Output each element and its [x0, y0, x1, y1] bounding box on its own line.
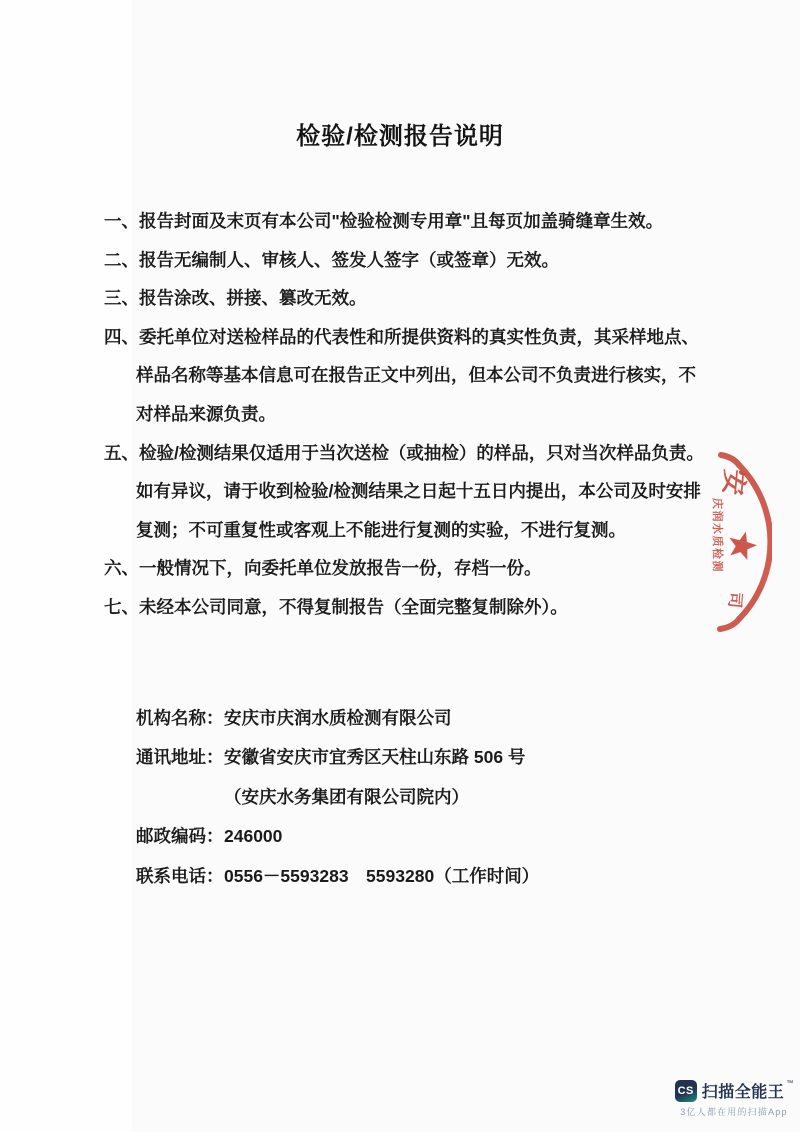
org-field-label: 机构名称： — [136, 708, 224, 728]
notice-item-line: 三、报告涂改、拼接、篡改无效。 — [104, 279, 754, 318]
seal-char-top: 安 — [718, 467, 751, 497]
org-field-label: 通讯地址： — [136, 747, 224, 768]
camscanner-logo-icon: CS — [675, 1080, 697, 1102]
notice-item-line: 四、委托单位对送检样品的代表性和所提供资料的真实性负责，其采样地点、 — [104, 318, 754, 357]
camscanner-watermark — [674, 1079, 794, 1118]
notice-item-marker: 四、 — [104, 326, 139, 347]
notice-item-marker: 五、 — [104, 442, 139, 463]
notice-list — [104, 202, 754, 627]
notice-item-marker: 三、 — [104, 288, 139, 309]
notice-item-line: 一、报告封面及末页有本公司"检验检测专用章"且每页加盖骑缝章生效。 — [104, 202, 754, 241]
org-info-line: 通讯地址：安徽省安庆市宜秀区天柱山东路 506 号 — [136, 738, 696, 777]
trademark-symbol: ™ — [786, 1080, 794, 1087]
seal-char-column: 庆润水质检测 — [711, 498, 723, 573]
org-info-block — [136, 699, 696, 896]
notice-item-line: 如有异议，请于收到检验/检测结果之日起十五日内提出，本公司及时安排 — [136, 481, 701, 502]
notice-item-line: 复测；不可重复性或客观上不能进行复测的实验，不进行复测。 — [136, 519, 626, 540]
seal-char-bottom: 司 — [725, 591, 744, 609]
org-info-line: （安庆水务集团有限公司院内） — [224, 786, 469, 807]
notice-item-line: 二、报告无编制人、审核人、签发人签字（或签章）无效。 — [104, 241, 754, 280]
org-info-line: 邮政编码：246000 — [136, 817, 696, 856]
org-info-line: 机构名称：安庆市庆润水质检测有限公司 — [136, 699, 696, 738]
notice-item-marker: 六、 — [104, 558, 139, 579]
notice-item-marker: 一、 — [104, 211, 139, 231]
watermark-app-name: 扫描全能王 — [701, 1084, 785, 1101]
notice-item-line: 五、检验/检测结果仅适用于当次送检（或抽检）的样品，只对当次样品负责。 — [104, 434, 754, 473]
notice-item-line: 样品名称等基本信息可在报告正文中列出，但本公司不负责进行核实，不 — [136, 365, 696, 386]
notice-item-marker: 二、 — [104, 249, 139, 270]
org-field-label: 邮政编码： — [136, 826, 224, 847]
notice-item-line: 对样品来源负责。 — [136, 403, 276, 424]
org-field-label: 联系电话： — [136, 865, 224, 886]
org-info-line: 联系电话：0556－5593283 5593280（工作时间） — [136, 857, 696, 896]
page-title: 检验/检测报告说明 — [296, 123, 504, 150]
watermark-tagline: 3亿人都在用的扫描App — [680, 1107, 788, 1117]
notice-item-line: 六、一般情况下，向委托单位发放报告一份，存档一份。 — [104, 549, 754, 588]
notice-item-marker: 七、 — [104, 596, 139, 617]
notice-item-line: 七、未经本公司同意，不得复制报告（全面完整复制除外）。 — [104, 588, 754, 627]
